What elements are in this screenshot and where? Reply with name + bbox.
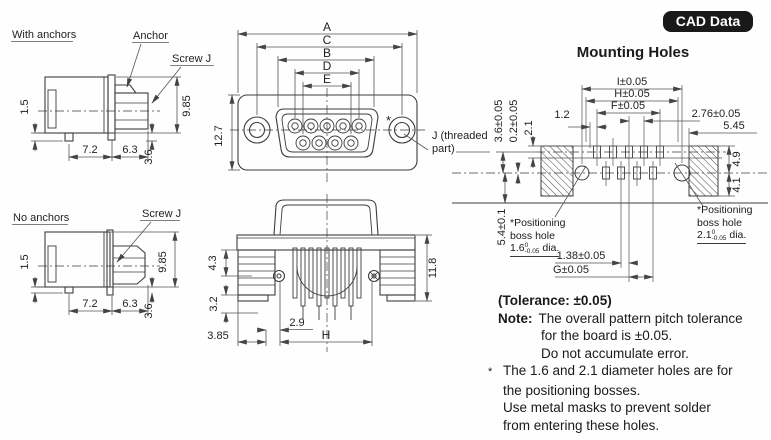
left-boss-hole-note <box>510 217 565 257</box>
dim-3-6: 3.6 <box>143 303 155 319</box>
no-anchors-leaders <box>12 221 180 263</box>
left-fin-block <box>238 250 275 301</box>
dim-4-3: 4.3 <box>207 255 219 271</box>
dim-0-2: 0.2±0.05 <box>508 99 520 143</box>
dim-11-8: 11.8 <box>427 257 439 279</box>
dim-1-2: 1.2 <box>554 109 570 121</box>
note-label: Note: <box>498 310 533 326</box>
dim-I: I±0.05 <box>616 76 648 88</box>
dim-D: D <box>322 59 332 73</box>
dim-F: F±0.05 <box>610 100 646 112</box>
left-boss-line2: boss hole <box>510 229 555 242</box>
j-threaded-label-line1: J (threaded <box>432 130 488 142</box>
right-fin-block <box>380 250 415 301</box>
dim-1-5: 1.5 <box>19 254 31 270</box>
dim-3-6-005: 3.6±0.05 <box>493 99 505 143</box>
dim-A: A <box>322 20 332 34</box>
dim-2-9: 2.9 <box>289 317 305 329</box>
anchor-label: Anchor <box>133 30 168 42</box>
with-anchors-view <box>11 29 214 165</box>
right-boss-hole-note <box>697 204 752 244</box>
dim-1-5: 1.5 <box>19 99 31 115</box>
dim-4-1: 4.1 <box>731 177 743 193</box>
footnote-star: * <box>488 366 493 378</box>
dim-3-6: 3.6 <box>143 149 155 165</box>
dim-3-85: 3.85 <box>207 330 229 342</box>
dim-5-45: 5.45 <box>723 120 745 132</box>
mounting-holes-diagram <box>452 76 768 282</box>
dim-H: H <box>321 328 331 342</box>
left-anchor-pad <box>541 146 573 196</box>
dim-6-3: 6.3 <box>122 298 138 310</box>
star-line3: Use metal masks to prevent solder <box>503 400 711 415</box>
right-boss-dia: 2.1 0 -0.05 dia. <box>697 229 747 242</box>
dim-6-3: 6.3 <box>122 144 138 156</box>
star-line2: the positioning bosses. <box>503 382 641 398</box>
no-anchors-labels <box>13 208 181 224</box>
no-anchors-view <box>12 208 181 319</box>
with-anchors-part <box>37 75 160 141</box>
no-anchors-title: No anchors <box>13 212 70 224</box>
dim-7-2: 7.2 <box>82 144 98 156</box>
note-line2: for the board is ±0.05. <box>541 328 673 343</box>
dim-9-85: 9.85 <box>181 95 193 117</box>
bottom-view-text <box>207 255 439 342</box>
dim-9-85: 9.85 <box>157 251 169 273</box>
with-anchors-leaders <box>11 42 214 104</box>
right-boss-line2: boss hole <box>697 216 742 229</box>
dim-B: B <box>322 46 332 60</box>
note-line1: The overall pattern pitch tolerance <box>538 310 743 326</box>
left-boss-line1: *Positioning <box>510 217 566 229</box>
tolerance-note: (Tolerance: ±0.05) <box>498 293 612 308</box>
dim-3-2: 3.2 <box>208 296 220 312</box>
dim-12-7: 12.7 <box>213 125 225 147</box>
no-anchors-dim-text <box>19 251 169 318</box>
screw-j-label: Screw J <box>172 53 212 65</box>
front-view-text <box>213 20 488 155</box>
mounting-holes-title: Mounting Holes <box>576 44 690 61</box>
star-line4: from entering these holes. <box>503 417 660 433</box>
dim-1-38: 1.38±0.05 <box>556 250 606 262</box>
dim-5-4: 5.4±0.1 <box>496 208 508 246</box>
star-line1: The 1.6 and 2.1 diameter holes are for <box>503 363 733 378</box>
dim-H: H±0.05 <box>614 88 650 100</box>
dim-E: E <box>322 72 332 86</box>
dim-7-2: 7.2 <box>82 298 98 310</box>
right-anchor-pad <box>689 146 718 196</box>
dim-4-9: 4.9 <box>731 151 743 167</box>
note-line3: Do not accumulate error. <box>541 345 689 361</box>
front-view-part <box>230 88 425 182</box>
left-boss-dia: 1.6 0 -0.05 dia. <box>510 242 560 255</box>
cad-data-badge[interactable]: CAD Data <box>663 11 753 32</box>
with-anchors-labels <box>12 29 211 65</box>
dim-C: C <box>322 33 332 47</box>
asterisk-mark: * <box>386 113 392 128</box>
dim-2-1: 2.1 <box>523 120 535 136</box>
no-anchors-part <box>37 230 160 295</box>
pattern-features <box>452 146 768 203</box>
right-boss-line1: *Positioning <box>697 204 753 216</box>
j-threaded-label-line2: part) <box>432 143 455 155</box>
dim-G: G±0.05 <box>552 264 590 276</box>
front-view <box>213 20 490 182</box>
notes-block <box>486 292 771 434</box>
bottom-view <box>207 194 439 352</box>
with-anchors-title: With anchors <box>12 29 77 41</box>
dim-2-76: 2.76±0.05 <box>691 108 741 120</box>
screw-j-label: Screw J <box>142 208 182 220</box>
